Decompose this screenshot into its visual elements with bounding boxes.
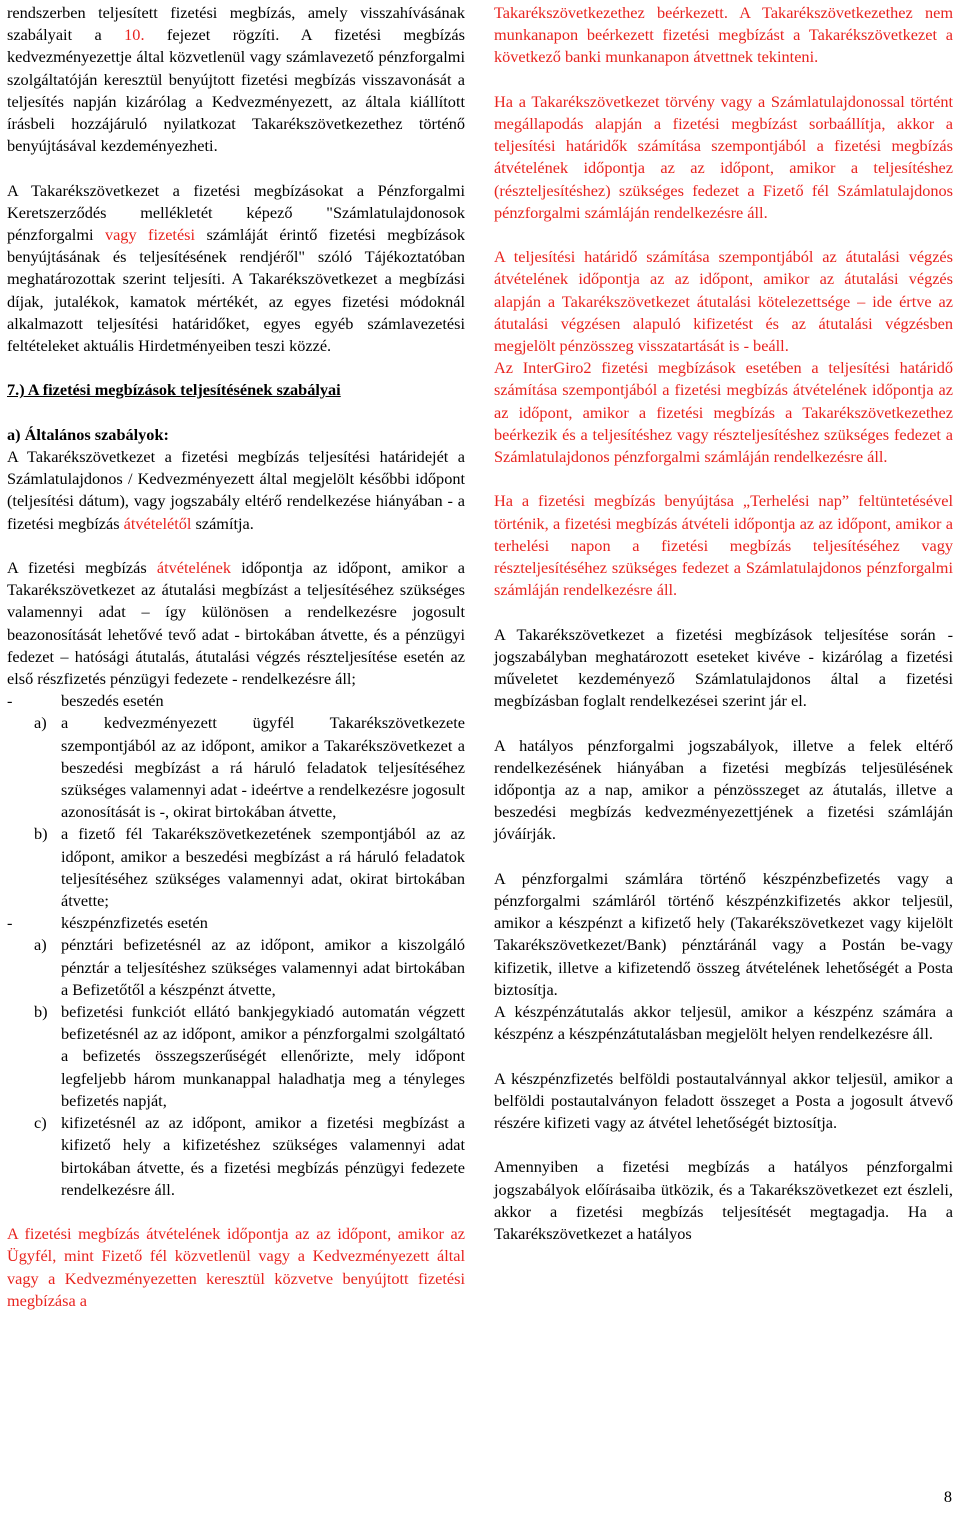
paragraph-atvetel-idopontja: A fizetési megbízás átvételének időpontja az időpont, amikor a Takarékszövetkezet az átutalási megbízást a teljesítéséhez szükséges valamennyi adat – így különösen a rendelkezésre jogosult beazonosítását lehetővé tevő adat - birtokában átvette, és a pénzügyi fedezet – hatósági átutalás, átutalási végzés részteljesítése esetén az első részfizetés pénzügyi fedezete - rendelkezésre áll;: [7, 558, 466, 689]
paragraph-beerkezett: Takarékszövetkezethez beérkezett. A Takarékszövetkezethez nem munkanapon beérkezett fizetési megbízást a Takarékszövetkezet a következő banki munkanapon átvettnek tekinteni.: [494, 3, 953, 67]
paragraph-sorbaallitas: Ha a Takarékszövetkezet törvény vagy a Számlatulajdonossal történt megállapodás alapján a fizetési megbízást sorbaállítja, akkor a teljesítési határidők számítása szempontjából a fizetési megbízás átvételének időpontja az az időpont, amikor a teljesítéshez (részteljesítéshez) szükséges fedezet a Fizető fél Számlatulajdonos pénzforgalmi számláján rendelkezésre áll.: [494, 91, 953, 222]
left-column: [7, 2, 465, 1312]
sublist-item: b) a fizető fél Takarékszövetkezetének szempontjából az az időpont, amikor a beszedési megbízást a rá háruló feladatok teljesítéséhez szükséges valamennyi adat, okirat birtokában átvette;: [34, 824, 465, 911]
paragraph-rendelkezesek: A Takarékszövetkezet a fizetési megbízások teljesítése során - jogszabályban meghatározott eseteket kivéve - kizárólag a fizetési műveletet kezdeményező Számlatulajdonos által a fizetési megbízásban foglalt rendelkezései szerint jár el.: [494, 624, 953, 711]
sublist-item: a) pénztári befizetésnél az az időpont, amikor a kiszolgáló pénztár a teljesítéshez szükséges valamennyi adat birtokában a Befizetőtől a készpénzt átvette,: [34, 935, 465, 999]
paragraph-keszpenzatutalas: A készpénzátutalás akkor teljesül, amikor a készpénz számára a készpénz a készpénzátutalásban megjelölt helyen rendelkezésre áll.: [494, 1002, 953, 1044]
paragraph-tajekoztato: A Takarékszövetkezet a fizetési megbízásokat a Pénzforgalmi Keretszerződés mellékletét képező "Számlatulajdonosok pénzforgalmi vagy fizetési számláját érintő fizetési megbízások benyújtásának és teljesítésének rendjéről" szóló Tájékoztatóban meghatározottak szerint teljesíti. A Takarékszövetkezet a megbízási díjak, jutalékok, kamatok mértékét, az egyes fizetési módoknál alkalmazott teljesítési határidőket, egyes egyéb számlavezetési feltételeket aktuális Hirdetményeiben teszi közzé.: [7, 180, 465, 356]
list-item-beszedes: - beszedés esetén: [7, 691, 164, 711]
list-item-keszpenzfizetes: - készpénzfizetés esetén: [7, 913, 208, 933]
chapter-link[interactable]: 10.: [124, 25, 145, 45]
paragraph-atvetel-ugyfel: A fizetési megbízás átvételének időpontja az az időpont, amikor az Ügyfél, mint Fizető fél közvetlenül vagy a Kedvezményezett által vagy a Kedvezményezetten keresztül közvetve benyújtott fizetési megbízása a: [7, 1224, 465, 1310]
paragraph-intergiro2: Az InterGiro2 fizetési megbízások esetében a teljesítési határidő számítása szempontjából a fizetési megbízás átvételének időpontja az az időpont, amikor a fizetési megbízás a Takarékszövetkezethez beérkezik és a teljesítéshez vagy részteljesítéshez szükséges fedezet a Számlatulajdonos pénzforgalmi számláján rendelkezésre áll.: [494, 358, 953, 467]
paragraph-terhelesi-nap: Ha a fizetési megbízás benyújtása „Terhelési nap” feltüntetésével történik, a fizetési megbízás átvételi időpontja az az időpont, amikor a terhelési napon a fizetési megbízás teljesítéséhez vagy részteljesítéséhez szükséges fedezet a Számlatulajdonos pénzforgalmi számláján rendelkezésre áll.: [494, 491, 953, 600]
page-number: 8: [943, 1487, 952, 1506]
paragraph-teljesitesi-hatarido: A Takarékszövetkezet a fizetési megbízás teljesítési határidejét a Számlatulajdonos / Kedvezményezett által megjelölt későbbi időpont (teljesítési dátum), vagy jogszabály eltérő rendelkezése hiányában - a fizetési megbízás átvételétől számítja.: [7, 447, 465, 533]
paragraph-atutalasi-vegzes: A teljesítési határidő számítása szempontjából az átutalási végzés átvételének időpontja az az időpont, amikor az átutalási végzés alapján a Takarékszövetkezet átutalási kötelezettsége – ide értve az átutalási végzésen alapuló kifizetést és az átutalási végzésben megjelölt pénzösszeg visszatartását is - beáll.: [494, 247, 953, 356]
paragraph-postautalvany: A készpénzfizetés belföldi postautalvánnyal akkor teljesül, amikor a belföldi postautalványon feladott összeget a Posta a jogosult átvevő részére kifizeti vagy az átvétel lehetőségét biztosítja.: [494, 1068, 953, 1133]
paragraph-megtagadas: Amennyiben a fizetési megbízás a hatályos pénzforgalmi jogszabályok előírásaiba ütközik, és a Takarékszövetkezet ezt észleli, akkor a fizetési megbízás teljesítését megtagadja. Ha a Takarékszövetkezet a hatályos: [494, 1157, 953, 1244]
sublist-item: c) kifizetésnél az az időpont, amikor a fizetési megbízást a kifizető hely a kifizetéshez szükséges valamennyi adat birtokában átvette, és a fizetési megbízás pénzügyi fedezete rendelkezésre áll.: [34, 1113, 465, 1199]
paragraph-keszpenzbefizetes: A pénzforgalmi számlára történő készpénzbefizetés vagy a pénzforgalmi számláról történő készpénzkifizetés akkor teljesül, amikor a készpénzt a kifizető hely (Takarékszövetkezet vagy kijelölt Takarékszövetkezet/Bank) pénztáránál vagy a Postán be-vagy kifizetik, illetve a kifizetendő összeg átvételének lehetőségét a Posta biztosítja.: [494, 868, 953, 999]
paragraph-teljesules-idopontja: A hatályos pénzforgalmi jogszabályok, illetve a felek eltérő rendelkezésének hiányában a fizetési megbízás teljesülésének időpontja az a nap, amikor a pénzösszeget az átutalás, illetve a beszedési megbízás kedvezményezettjének a fizetési számláján jóváírják.: [494, 735, 953, 844]
section-heading-7: 7.) A fizetési megbízások teljesítésének szabályai: [7, 380, 341, 400]
sublist-item: a) a kedvezményezett ügyfél Takarékszövetkezete szempontjából az az időpont, amikor a Takarékszövetkezet a beszedési megbízást a rá háruló feladatok teljesítéséhez szükséges valamennyi adat - ideértve a rendelkezésre jogosult azonosítását is -, okirat birtokában átvette,: [34, 713, 465, 822]
sublist-item: b) befizetési funkciót ellátó bankjegykiadó automatán végzett befizetésnél az az időpont, amikor a pénzforgalmi szolgáltató a befizetés összegszerűségét ellenőrizte, mely időpont legfeljebb három munkanappal haladhatja meg a tényleges befizetés napját,: [34, 1002, 465, 1110]
right-column: [494, 2, 953, 1245]
paragraph-visszavonas: rendszerben teljesített fizetési megbízás, amely visszahívásának szabályait a 10. fejezet rögzíti. A fizetési megbízás kedvezményezettje által közvetlenül vagy számlavezető pénzforgalmi szolgáltatóján keresztül benyújtott fizetési megbízás visszavonását a teljesítés napján kizárólag a Kedvezményezett, az általa kiállított írásbeli hozzájáruló nyilatkozat Takarékszövetkezethez történő benyújtásával kezdeményezheti.: [7, 3, 465, 156]
subheading-altalanos: a) Általános szabályok:: [7, 424, 169, 444]
